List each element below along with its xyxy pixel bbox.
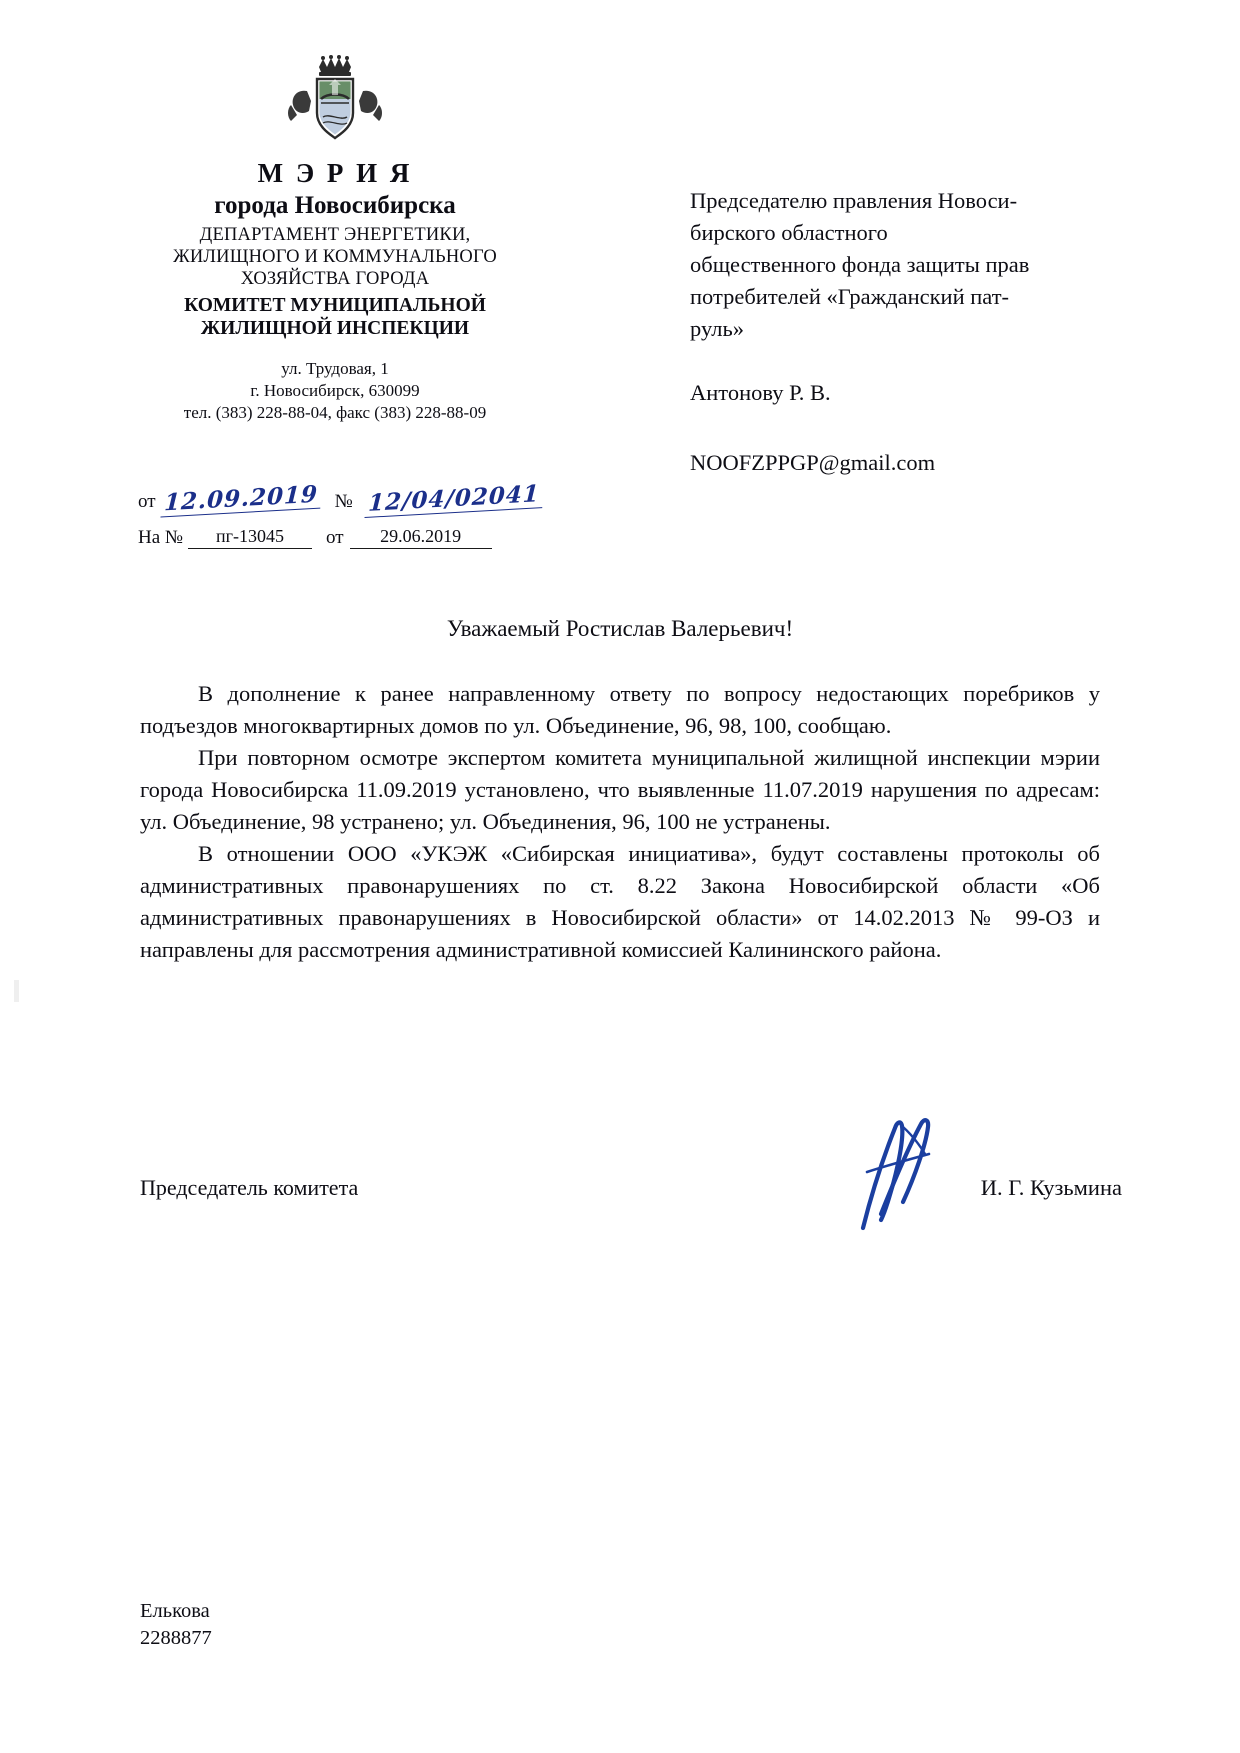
addressee-name: Антонову Р. В. — [690, 379, 831, 405]
addressee-line-2: бирского областного — [690, 219, 888, 245]
addressee-block — [690, 185, 1160, 479]
addressee-email: NOOFZPPGP@gmail.com — [690, 449, 936, 475]
outgoing-number-handwritten: 12/04/02041 — [364, 482, 543, 518]
address-street: ул. Трудовая, 1 — [281, 359, 389, 379]
salutation: Уважаемый Ростислав Валерьевич! — [446, 616, 794, 641]
outgoing-date-handwritten: 12.09.2019 — [160, 482, 321, 517]
incoming-reference-row — [138, 527, 558, 549]
letter-body — [140, 678, 1100, 965]
org-department — [120, 225, 550, 290]
body-paragraph-2: При повторном осмотре экспертом комитета муниципальной жилищной инспекции мэрии города Новосибирска 11.09.2019 установлено, что выявленные 11.07.2019 нарушения по адресам: ул. Объединение, 98 устранено; ул. Объединения, 96, 100 не устранены. — [140, 744, 1100, 834]
addressee-line-3: общественного фонда защиты прав — [690, 251, 1030, 277]
executor-name: Елькова — [140, 1600, 210, 1622]
incoming-date-value: 29.06.2019 — [350, 527, 492, 549]
scan-edge-mark — [14, 980, 19, 1002]
outgoing-number-label: № — [334, 491, 353, 513]
org-committee-line-1: КОМИТЕТ МУНИЦИПАЛЬНОЙ — [184, 295, 486, 317]
executor-phone: 2288877 — [140, 1627, 212, 1650]
handwritten-signature-icon — [845, 1110, 975, 1240]
org-committee — [120, 294, 550, 340]
org-title-main: М Э Р И Я — [257, 158, 413, 188]
letterhead — [120, 55, 550, 424]
reference-block — [138, 480, 558, 549]
org-department-line-3: ХОЗЯЙСТВА ГОРОДА — [240, 268, 430, 289]
org-committee-line-2: ЖИЛИЩНОЙ ИНСПЕКЦИИ — [200, 318, 470, 340]
incoming-number-value: пг-13045 — [188, 527, 312, 549]
signatory-name: И. Г. Кузьмина — [980, 1175, 1122, 1200]
body-paragraph-3: В отношении ООО «УКЭЖ «Сибирская инициатива», будут составлены протоколы об административных правонарушениях по ст. 8.22 Закона Новосибирской области «Об административных правонарушениях в Новосибирской области» от 14.02.2013 № 99-ОЗ и направлены для рассмотрения административной комиссией Калининского района. — [140, 840, 1100, 962]
address-city: г. Новосибирск, 630099 — [250, 381, 420, 401]
org-address — [120, 358, 550, 423]
org-department-line-2: ЖИЛИЩНОГО И КОММУНАЛЬНОГО — [173, 246, 497, 267]
signatory-title: Председатель комитета — [140, 1175, 359, 1200]
org-title-city: города Новосибирска — [214, 192, 456, 219]
incoming-number-label: На № — [138, 527, 184, 549]
org-department-line-1: ДЕПАРТАМЕНТ ЭНЕРГЕТИКИ, — [199, 225, 471, 245]
executor-block — [140, 1598, 212, 1652]
addressee-line-4: потребителей «Гражданский пат- — [690, 283, 1010, 309]
incoming-date-label: от — [326, 527, 344, 549]
address-phone: тел. (383) 228-88-04, факс (383) 228-88-09 — [183, 402, 487, 422]
addressee-line-1: Председателю правления Новоси- — [690, 188, 1018, 213]
body-paragraph-1: В дополнение к ранее направленному ответу по вопросу недостающих поребриков у подъездов многоквартирных домов по ул. Объединение, 96, 98, 100, сообщаю. — [140, 681, 1100, 738]
addressee-line-5: руль» — [690, 315, 744, 341]
outgoing-reference-row — [138, 480, 558, 517]
novosibirsk-coat-of-arms-icon — [285, 55, 385, 150]
outgoing-date-label: от — [138, 491, 156, 513]
